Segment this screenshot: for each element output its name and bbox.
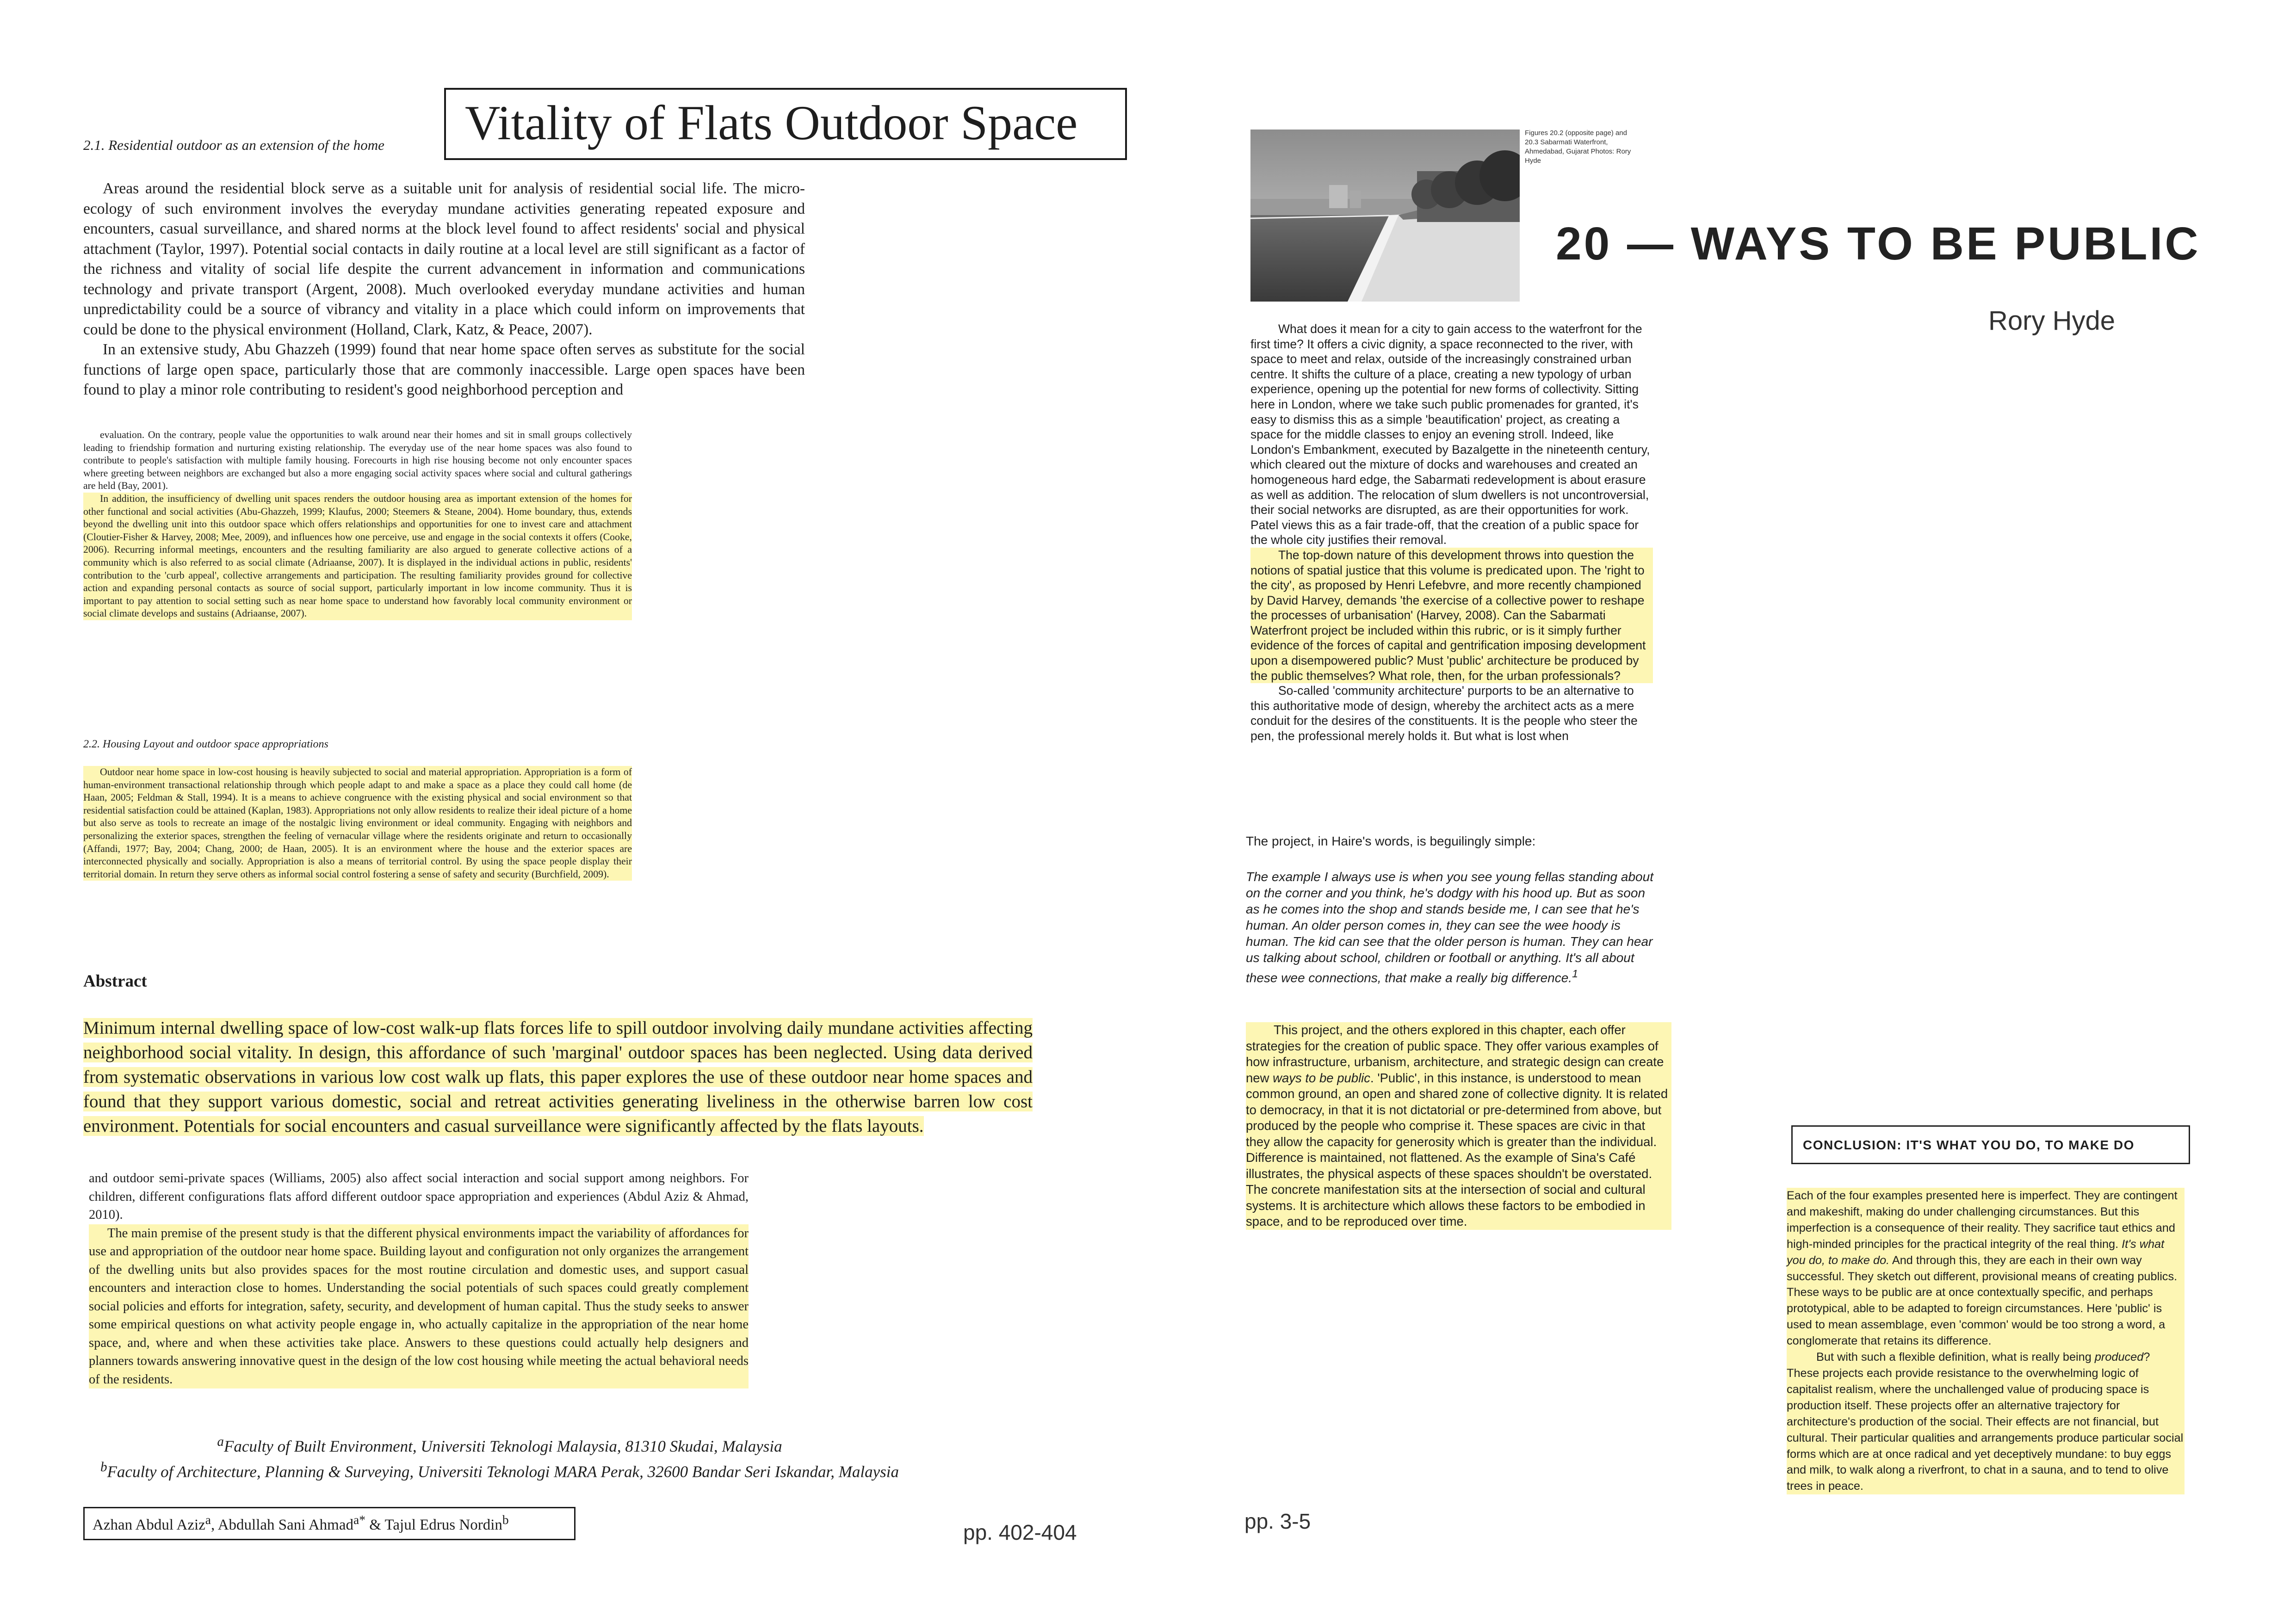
quote-intro: The project, in Haire's words, is beguilingly simple: — [1246, 834, 1536, 848]
body-text-small — [83, 429, 632, 620]
paragraph-highlighted: The top-down nature of this development throws into question the notions of spatial justice that this volume is predicated upon. The 'right to the city', as proposed by Henri Lefebvre, and more recently championed by David Harvey, demands 'the exercise of a collective power to reshape the processes of urbanisation' (Harvey, 2008). Can the Sabarmati Waterfront project be included within this rubric, or is it simply further evidence of the forces of capital and gentrification imposing development upon a disempowered public? Must 'public' architecture be produced by the public themselves? What role, then, for the urban professionals? — [1250, 548, 1653, 683]
paragraph: and outdoor semi-private spaces (Williams, 2005) also affect social interaction and social support among neighbors. For children, different configurations flats afford different outdoor space appropriation and experiences (Abdul Aziz & Ahmad, 2010). — [89, 1171, 749, 1222]
section-heading-2-1: 2.1. Residential outdoor as an extension of the home — [83, 137, 384, 153]
affiliations — [83, 1432, 916, 1482]
page-title: Vitality of Flats Outdoor Space — [465, 96, 1078, 150]
chapter-author: Rory Hyde — [1988, 306, 2115, 336]
affiliation-b: $^b$Faculty of Architecture, Planning & Surveying, Universiti Teknologi MARA Perak, 32600 Bandar Seri Iskandar, Malaysia — [100, 1459, 899, 1481]
abstract-heading: Abstract — [83, 972, 147, 991]
paragraph: What does it mean for a city to gain access to the waterfront for the first time? It offers a civic dignity, a space reconnected to the river, with space to meet and relax, outside of the increasingly constrained urban centre. It shifts the culture of a place, creating a new typology of urban experience, opening up the potential for new forms of collectivity. Sitting here in London, where we take such public promenades for granted, it's easy to dismiss this as a simple 'beautification' project, as creating a space for the middle classes to enjoy an evening stroll. Indeed, like London's Embankment, executed by Bazalgette in the nineteenth century, which cleared out the mixture of docks and warehouses and created an homogeneous hard edge, the Sabarmati redevelopment is about erasure as well as addition. The relocation of slum dwellers is not uncontroversial, their social networks are disrupted, as are their opportunities for work. Patel views this as a fair trade-off, that the creation of a public space for the whole city justifies their removal. — [1250, 322, 1650, 547]
body-text-medium — [89, 1169, 749, 1388]
page-range-right: pp. 3-5 — [1244, 1509, 1311, 1533]
waterfront-photo — [1250, 130, 1520, 302]
chapter-title: 20 — WAYS TO BE PUBLIC — [1556, 218, 2201, 270]
author-list: Azhan Abdul Aziz$^a$, Abdullah Sani Ahmad$^{a*}$ & Tajul Edrus Nordin$^b$ — [93, 1512, 509, 1533]
paragraph: Areas around the residential block serve as a suitable unit for analysis of residential social life. The micro-ecology of such environment involves the everyday mundane activities generating repeated exposure and encounters, casual surveillance, and shared norms at the block level found to affect residents' social and physical attachment (Taylor, 1997). Potential social contacts in daily routine at a local level are still significant as a factor of the richness and vitality of social life despite the current advancement in information and communications technology and private transport (Argent, 2008). Much overlooked everyday mundane activities and human unpredictability could be a source of vibrancy and vitality in a place which could inform on improvements that could be done to the physical environment (Holland, Clark, Katz, & Peace, 2007). — [83, 180, 805, 338]
abstract-highlight: Minimum internal dwelling space of low-cost walk-up flats forces life to spill outdoor involving daily mundane activities affecting neighborhood social vitality. In design, this affordance of such 'marginal' outdoor spaces has been neglected. Using data derived from systematic observations in various low cost walk up flats, this paper explores the use of these outdoor near home spaces and found that they support various domestic, social and retreat activities generating liveliness in the otherwise barren low cost environment. Potentials for social encounters and casual surveillance were significantly affected by the flats layouts. — [83, 1018, 1033, 1136]
chapter-body-2 — [1246, 1022, 1671, 1230]
abstract-text — [83, 1016, 1033, 1138]
body-text-small-2 — [83, 766, 632, 881]
paragraph: evaluation. On the contrary, people value the opportunities to walk around near their homes and sit in small groups collectively leading to friendship formation and nurturing existing relationship. The everyday use of the near home spaces was also found to contribute to people's satisfaction with multiple family housing. Forecourts in high rise housing become not only encounter spaces where greeting between neighbors are exchanged but also a more engaging social activity spaces where social and cultural gatherings are held (Bay, 2001). — [83, 429, 632, 492]
author-name: Azhan Abdul Aziz — [93, 1517, 205, 1533]
author-name: Tajul Edrus Nordin — [384, 1517, 502, 1533]
section-heading-2-2: 2.2. Housing Layout and outdoor space appropriations — [83, 738, 328, 750]
paragraph: So-called 'community architecture' purports to be an alternative to this authoritative mode of design, whereby the architect acts as a mere conduit for the desires of the constituents. It is the people who steer the pen, the professional merely holds it. But what is lost when — [1250, 684, 1638, 743]
photo-caption: Figures 20.2 (opposite page) and 20.3 Sabarmati Waterfront, Ahmedabad, Gujarat Photos: Rory Hyde — [1525, 129, 1631, 165]
paragraph: In an extensive study, Abu Ghazzeh (1999) found that near home space often serves as substitute for the social functions of large open space, particularly those that are commonly inaccessible. Large open spaces have been found to play a minor role contributing to resident's good neighborhood perception and — [83, 341, 805, 398]
author-name: Abdullah Sani Ahmad — [217, 1517, 353, 1533]
conclusion-body — [1787, 1188, 2185, 1494]
paragraph-highlighted: But with such a flexible definition, what is really being produced? These projects each provide resistance to the overwhelming logic of capitalist realism, where the unchallenged value of producing space is production itself. These projects offer an alternative trajectory for architecture's production of the social. Their effects are not financial, but cultural. Their particular qualities and arrangements produce particular social forms which are at once radical and yet deceptively mundane: to buy eggs and milk, to walk along a riverfront, to chat in a sauna, and to tend to olive trees in peace. — [1787, 1351, 2184, 1493]
paragraph-highlighted: The main premise of the present study is that the different physical environments impact the variability of affordances for use and appropriation of the outdoor near home space. Building layout and configuration not only organizes the arrangement of the dwelling units but also provides spaces for the most routine circulation and domestic uses, and support casual encounters and interaction close to homes. Understanding the social potentials of such spaces could greatly complement social policies and efforts for integration, safety, security, and development of human capital. Thus the study seeks to answer some empirical questions on what activity people engage in, who actually capitalize in the appropriation of the near home space, and, where and when these activities take place. Answers to these questions could actually help designers and planners towards answering innovative quest in the design of the low cost housing while meeting the actual behavioral needs of the residents. — [89, 1224, 749, 1389]
body-text-large — [83, 179, 805, 400]
paragraph-highlighted: Outdoor near home space in low-cost housing is heavily subjected to social and material appropriation. Appropriation is a form of human-environment transactional relationship through which people adapt to and make a space as a place they could call home (de Haan, 2005; Feldman & Stall, 1994). It is a means to achieve congruence with the existing physical and social environment so that residential satisfaction could be attained (Kaplan, 1983). Appropriations not only allow residents to realize their ideal picture of a home but also serve as tools to recreate an image of the nostalgic living environment or ideal community. Engaging with neighbors and personalizing the exterior spaces, strengthen the feeling of vernacular village where the residents originate and return to occasionally (Affandi, 1977; Bay, 2004; Chang, 2000; de Haan, 2005). It is an environment where the house and the exterior spaces are interconnected physically and socially. Appropriation is also a means of territorial control. By using the space people display their territorial domain. In return they serve others as informal social control fostering a sense of safety and security (Burchfield, 2009). — [83, 766, 632, 880]
paragraph-highlighted: This project, and the others explored in this chapter, each offer strategies for the creation of public space. They offer various examples of how infrastructure, urbanism, architecture, and strategic design can create new ways to be public. 'Public', in this instance, is understood to mean common ground, an open and shared zone of collective dignity. It is related to democracy, in that it is not dictatorial or pre-determined from above, but produced by the people who comprise it. These spaces are civic in that they allow the capacity for generosity which is greater than the individual. Difference is maintained, not flattened. As the example of Sina's Café illustrates, the physical aspects of these spaces shouldn't be overstated. The concrete manifestation sits at the intersection of social and cultural systems. It is architecture which allows these factors to be embodied in space, and to be reproduced over time. — [1246, 1022, 1671, 1230]
paragraph-highlighted: In addition, the insufficiency of dwelling unit spaces renders the outdoor housing area as important extension of the homes for other functional and social activities (Abu-Ghazzeh, 1999; Klaufus, 2000; Steemers & Steane, 2004). Home boundary, thus, extends beyond the dwelling unit into this outdoor space which offers relationships and opportunities for one to invest care and attachment (Cloutier-Fisher & Harvey, 2008; Mee, 2009), and influences how one perceive, use and engage in the social contexts it offers (Cooke, 2006). Recurring informal meetings, encounters and the resulting familiarity are also argued to generate collective actions of a community which is also referred to as social climate (Adriaanse, 2007). It is displayed in the individual actions in public, residents' contribution to the 'curb appeal', collective arrangements and participation. The resulting familiarity provides ground for collective action and expanding personal contacts as source of social support, particularly important in low income community. Thus it is important to pay attention to social setting such as near home space to understand how favorably local community environment or social climate develops and sustains (Adriaanse, 2007). — [83, 493, 632, 620]
conclusion-heading: CONCLUSION: IT'S WHAT YOU DO, TO MAKE DO — [1803, 1138, 2135, 1152]
paragraph-highlighted: Each of the four examples presented here is imperfect. They are contingent and makeshift, making do under challenging circumstances. But this imperfection is a consequence of their reality. They sacrifice taut ethics and high-minded principles for the practical integrity of the real thing. It's what you do, to make do. And through this, they are each in their own way successful. They sketch out different, provisional means of creating publics. These ways to be public are at once contextually specific, and perhaps prototypical, able to be adapted to foreign circumstances. Here 'public' is used to mean assemblage, even 'common' would be too strong a word, a conglomerate that retains its difference. — [1787, 1189, 2178, 1348]
page-range-left: pp. 402-404 — [963, 1520, 1077, 1544]
chapter-body-1 — [1250, 321, 1653, 744]
block-quote: The example I always use is when you see young fellas standing about on the corner and you think, he's dodgy with his hood up. But as soon as he comes into the shop and stands beside me, I can see that he's human. An older person comes in, they can see the wee hoody is human. The kid can see that the older person is human. They can hear us talking about school, children or football or anything. It's all about these wee connections, that make a really big difference.$^1$ — [1246, 870, 1653, 985]
affiliation-a: $^a$Faculty of Built Environment, Universiti Teknologi Malaysia, 81310 Skudai, Malaysia — [217, 1434, 782, 1456]
